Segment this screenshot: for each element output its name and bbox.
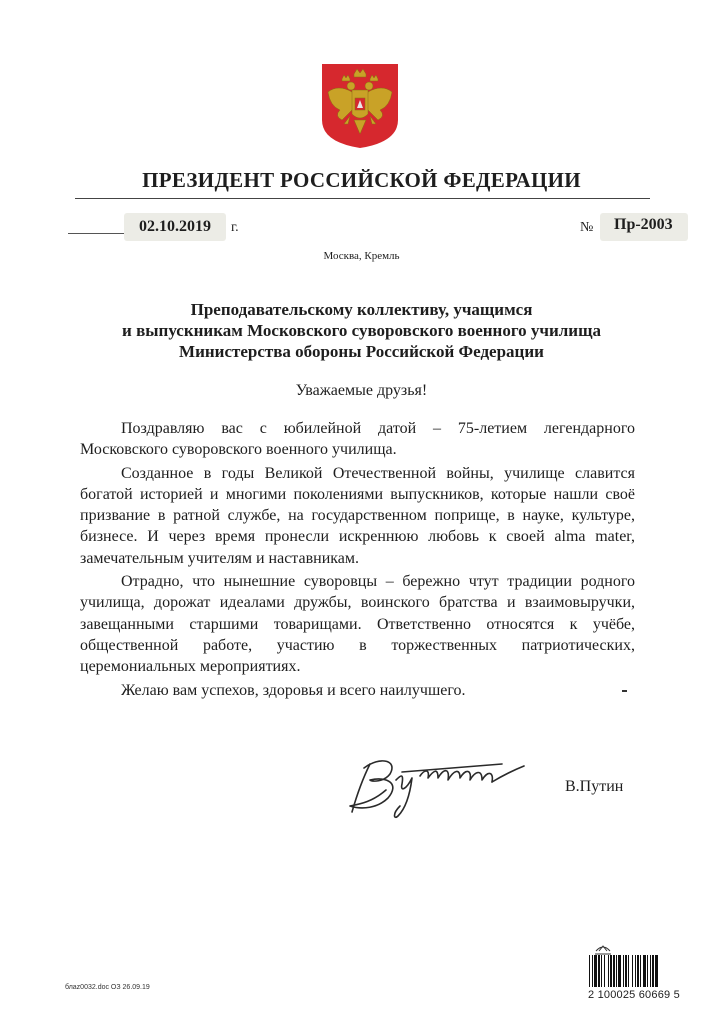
number-sign: № <box>580 220 594 235</box>
file-code: блаz0032.doc ОЗ 26.09.19 <box>65 984 150 991</box>
document-date: 02.10.2019 <box>139 218 211 235</box>
barcode-bar <box>643 955 646 987</box>
barcode-bar <box>608 955 609 987</box>
page-title: ПРЕЗИДЕНТ РОССИЙСКОЙ ФЕДЕРАЦИИ <box>142 168 581 192</box>
scan-speck <box>622 690 627 692</box>
title-underline <box>75 198 650 199</box>
russian-coat-of-arms-icon <box>320 62 400 150</box>
barcode-bar <box>601 955 602 987</box>
letter-body <box>80 418 635 703</box>
body-paragraph: Созданное в годы Великой Отечественной войны, училище славится богатой историей и многими поколениями выпускников, которые нашли своё призвание в ратной службе, на государственном поприще, в науке, культуре, бизнесе. И через время пронесли искреннюю любовь к своей alma mater, замечательным учителям и наставникам. <box>80 464 635 567</box>
place-line: Москва, Кремль <box>323 250 400 262</box>
barcode-icon <box>588 955 706 987</box>
greeting: Уважаемые друзья! <box>295 382 428 399</box>
barcode-bar <box>655 955 658 987</box>
barcode-bar <box>604 955 605 987</box>
barcode-bar <box>632 955 633 987</box>
barcode-bar <box>625 955 627 987</box>
barcode-bar <box>616 955 617 987</box>
barcode-bar <box>598 955 600 987</box>
barcode-bar <box>623 955 624 987</box>
addressee-line: Преподавательскому коллективу, учащимся <box>190 300 533 319</box>
barcode-bar <box>640 955 641 987</box>
barcode-bar <box>628 955 629 987</box>
barcode-bar <box>637 955 639 987</box>
date-leading-line <box>68 233 130 234</box>
barcode-number: 2 100025 60669 5 <box>588 989 680 1001</box>
barcode-bar <box>610 955 612 987</box>
body-paragraph: Поздравляю вас с юбилейной датой – 75-летием легендарного Московского суворовского военного училища. <box>80 420 635 459</box>
barcode-bar <box>618 955 621 987</box>
barcode-bar <box>613 955 615 987</box>
signer-name: В.Путин <box>565 778 624 795</box>
document-number: Пр-2003 <box>614 216 673 233</box>
body-paragraph: Отрадно, что нынешние суворовцы – бережно чтут традиции родного училища, дорожат идеалами дружбы, воинского братства и взаимовыручки, завещанными старшими товарищами. Ответственно относятся к учёбе, общественной работе, участию в торжественных патриотических, церемониальных мероприятиях. <box>80 573 635 676</box>
body-paragraph: Желаю вам успехов, здоровья и всего наилучшего. <box>121 681 466 699</box>
small-emblem-mark-icon <box>592 942 614 956</box>
barcode-bar <box>592 955 593 987</box>
barcode-bar <box>650 955 651 987</box>
barcode-bar <box>652 955 654 987</box>
barcode-bar <box>589 955 590 987</box>
barcode-bar <box>635 955 636 987</box>
addressee-line: Министерства обороны Российской Федерации <box>179 342 544 361</box>
date-suffix: г. <box>231 220 239 235</box>
addressee-block <box>60 299 663 362</box>
barcode-bar <box>594 955 597 987</box>
addressee-line: и выпускникам Московского суворовского военного училища <box>122 321 601 340</box>
barcode-bar <box>647 955 648 987</box>
handwritten-signature-icon <box>342 750 532 820</box>
